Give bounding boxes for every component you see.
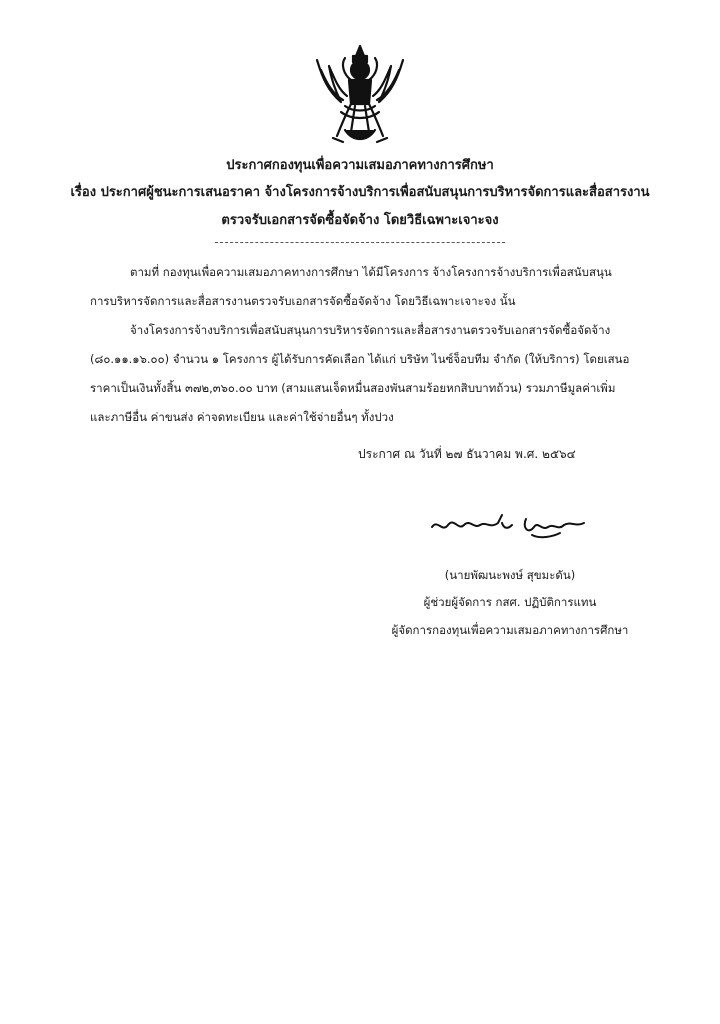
signer-position: ผู้ช่วยผู้จัดการ กสศ. ปฏิบัติการแทน [423, 595, 597, 609]
garuda-emblem-icon [305, 40, 415, 150]
signer-name: (นายพัฒนะพงษ์ สุขมะดัน) [444, 568, 576, 582]
paragraph-line: ตามที่ กองทุนเพื่อความเสมอภาคทางการศึกษา ได้มีโครงการ จ้างโครงการจ้างบริการเพื่อสนับสนุน [130, 265, 612, 279]
paragraph-line: การบริหารจัดการและสื่อสารงานตรวจรับเอกสารจัดซื้อจัดจ้าง โดยวิธีเฉพาะเจาะจง นั้น [90, 294, 516, 308]
paragraph-line: และภาษีอื่น ค่าขนส่ง ค่าจดทะเบียน และค่าใช้จ่ายอื่นๆ ทั้งปวง [90, 410, 394, 424]
paragraph-award-details [90, 316, 630, 432]
announcement-organization-title: ประกาศกองทุนเพื่อความเสมอภาคทางการศึกษา [226, 158, 494, 173]
paragraph-intro [90, 258, 630, 316]
paragraph-line: ราคาเป็นเงินทั้งสิ้น ๓๗๒,๓๖๐.๐๐ บาท (สามแสนเจ็ดหมื่นสองพันสามร้อยหกสิบบาทถ้วน) รวมภาษีมูลค่าเพิ่ม [90, 381, 616, 395]
paragraph-line: จ้างโครงการจ้างบริการเพื่อสนับสนุนการบริหารจัดการและสื่อสารงานตรวจรับเอกสารจัดซื้อจัดจ้าง [130, 323, 611, 337]
announcement-subject-line: เรื่อง ประกาศผู้ชนะการเสนอราคา จ้างโครงการจ้างบริการเพื่อสนับสนุนการบริหารจัดการและสื่อสารงาน [70, 185, 650, 200]
handwritten-signature-icon [428, 505, 598, 545]
paragraph-line: (๘๐.๑๑.๑๖.๐๐) จำนวน ๑ โครงการ ผู้ได้รับการคัดเลือก ได้แก่ บริษัท ไนซ์จ็อบทีม จำกัด (ให้บริการ) โดยเสนอ [90, 352, 630, 366]
announcement-subject-line-cont: ตรวจรับเอกสารจัดซื้อจัดจ้าง โดยวิธีเฉพาะเจาะจง [221, 213, 499, 228]
signer-organization: ผู้จัดการกองทุนเพื่อความเสมอภาคทางการศึกษา [391, 623, 629, 637]
announcement-date: ประกาศ ณ วันที่ ๒๗ ธันวาคม พ.ศ. ๒๕๖๔ [358, 447, 576, 461]
heading-divider [215, 242, 505, 243]
